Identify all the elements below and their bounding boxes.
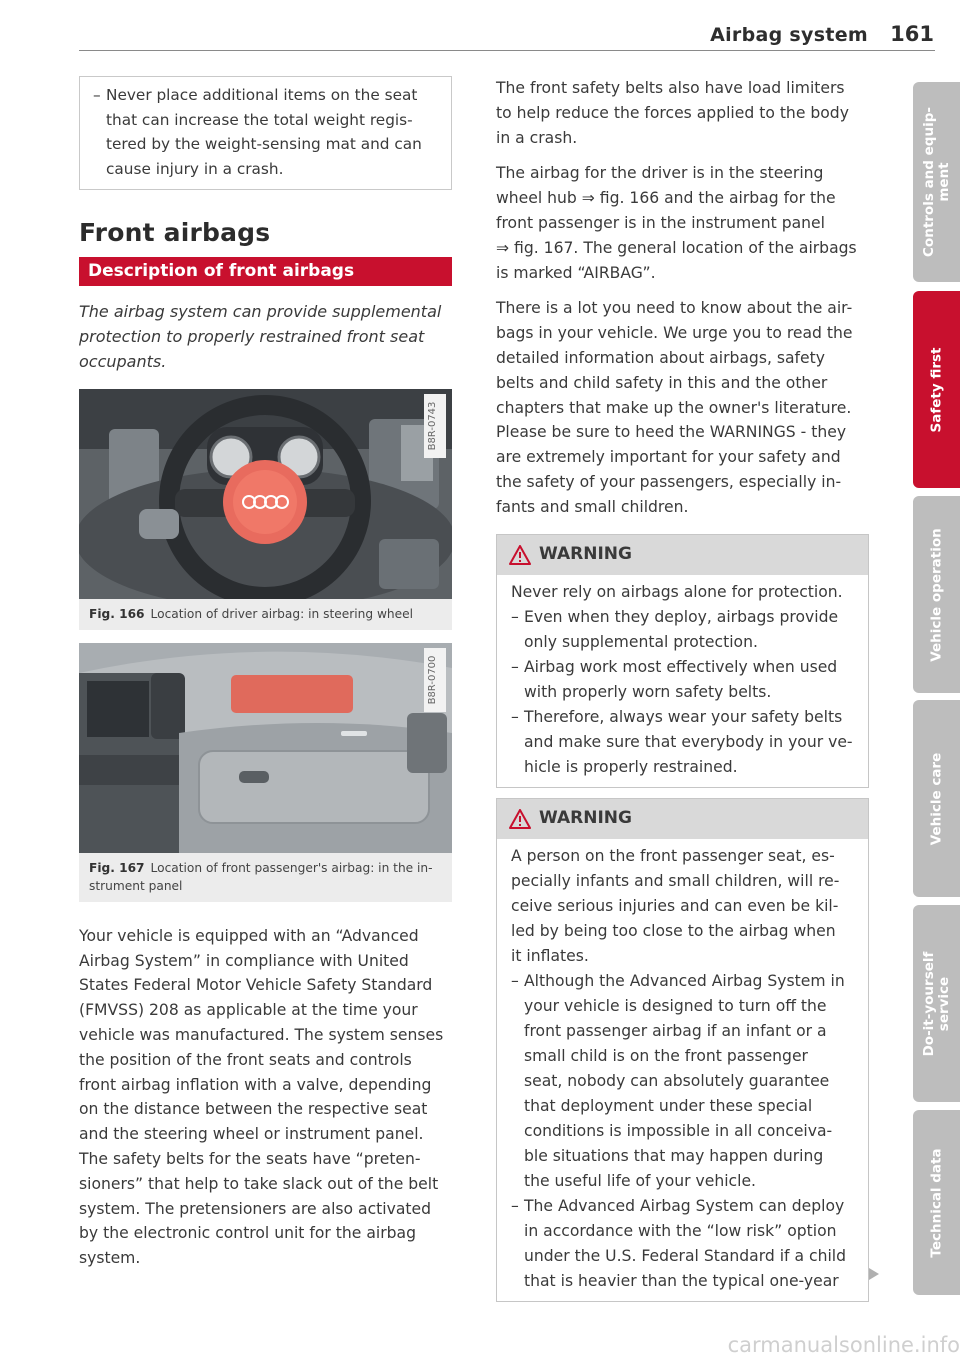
section-title: Front airbags <box>79 217 271 247</box>
header-rule <box>79 50 935 51</box>
warning-box <box>496 534 869 788</box>
note-item-cont: that can increase the total weight regis- <box>106 110 413 129</box>
intro-text: The airbag system can provide supplemental protection to properly restrained front seat occupants. <box>79 301 442 371</box>
tab-safety-first[interactable]: Safety first <box>913 291 960 488</box>
paragraph: The front safety belts also have load limiters to help reduce the forces applied to the body in a crash. <box>496 79 849 147</box>
warning-item: – Although the Advanced Airbag System in <box>511 971 845 990</box>
figure-caption: Fig. 167 Location of front passenger's airbag: in the in- strument panel <box>89 860 433 893</box>
tab-technical-data[interactable]: Technical data <box>913 1110 960 1295</box>
tab-do-it-yourself-service[interactable]: Do-it-yourself service <box>913 905 960 1102</box>
note-box <box>79 76 452 190</box>
warning-item: – Therefore, always wear your safety belts <box>511 707 843 726</box>
paragraph: There is a lot you need to know about the air- bags in your vehicle. We urge you to read the detailed information about airbags, safety belts and child safety in this and the other chapters that make up the owner's literature. Please be sure to heed the WARNINGS - they are extremely important for your safety and the safety of your passengers, especially in- fants and small children. <box>496 299 853 516</box>
tab-controls-and-equipment[interactable]: Controls and equip- ment <box>913 82 960 282</box>
figure-code: B8R-0700 <box>427 655 438 705</box>
dashboard-illustration <box>79 643 452 853</box>
continue-arrow-icon <box>869 1268 879 1280</box>
warning-body: A person on the front passenger seat, es- pecially infants and small children, will re- ceive serious injuries and can even be kil- led by being too close to the airbag when it inflates. – Although the Advanced Airbag System in your vehicle is designed to turn off the front passenger airbag if an infant or a small child is on the front passenger seat, nobody can absolutely guarantee that deployment under these special conditions is impossible in all conceiva- ble situations that may happen during the useful life of your vehicle. – The Advanced Airbag System can deploy in accordance with the “low risk” option under the U.S. Federal Standard if a child that is heavier than the typical one-year <box>497 839 868 1301</box>
warning-item: – The Advanced Airbag System can deploy <box>511 1196 845 1215</box>
warning-box <box>496 798 869 1302</box>
figure-caption: Fig. 166 Location of driver airbag: in steering wheel <box>89 606 414 621</box>
figure-code: B8R-0743 <box>427 401 438 451</box>
body-paragraph: Your vehicle is equipped with an “Advanced Airbag System” in compliance with United States Federal Motor Vehicle Safety Standard (FMVSS) 208 as applicable at the time your vehicle was manufactured. The system senses the position of the front seats and controls front airbag inflation with a valve, depending on the distance between the respective seat and the steering wheel or instrument panel. The safety belts for the seats have “preten- sioners” that help to take slack out of the belt system. The pretensioners are also activated by the electronic control unit for the airbag system. <box>79 926 444 1268</box>
figure-label: Fig. 167 <box>89 860 145 875</box>
watermark: carmanualsonline.info <box>727 1333 960 1357</box>
warning-item: – Even when they deploy, airbags provide <box>511 607 839 626</box>
warning-item: – Airbag work most effectively when used <box>511 657 838 676</box>
warning-body: Never rely on airbags alone for protection. – Even when they deploy, airbags provide only supplemental protection. – Airbag work most effectively when used with properly worn safety belts. – Therefore, always wear your safety belts and make sure that everybody in your ve- hicle is properly restrained. <box>497 575 868 787</box>
right-column <box>496 76 869 1302</box>
figure-label: Fig. 166 <box>89 606 145 621</box>
chapter-tabs <box>913 0 960 1361</box>
warning-title: WARNING <box>539 544 632 565</box>
running-head: Airbag system <box>710 24 868 46</box>
warning-header <box>497 535 868 575</box>
page-number: 161 <box>890 22 934 46</box>
note-item-cont: tered by the weight-sensing mat and can <box>106 135 422 154</box>
steering-wheel-illustration <box>79 389 452 599</box>
note-item-cont: cause injury in a crash. <box>106 160 284 179</box>
warning-triangle-icon <box>509 545 531 565</box>
tab-vehicle-care[interactable]: Vehicle care <box>913 700 960 897</box>
warning-triangle-icon <box>509 809 531 829</box>
warning-header <box>497 799 868 839</box>
tab-vehicle-operation[interactable]: Vehicle operation <box>913 496 960 693</box>
warning-title: WARNING <box>539 808 632 829</box>
subsection-title: Description of front airbags <box>79 257 452 286</box>
left-column <box>79 76 452 1271</box>
note-item: – Never place additional items on the seat <box>93 86 418 104</box>
paragraph: The airbag for the driver is in the steering wheel hub ⇒ fig. 166 and the airbag for the front passenger is in the instrument panel ⇒ fig. 167. The general location of the airbags is marked “AIRBAG”. <box>496 164 857 282</box>
figure-167 <box>79 643 452 902</box>
figure-166 <box>79 389 452 630</box>
